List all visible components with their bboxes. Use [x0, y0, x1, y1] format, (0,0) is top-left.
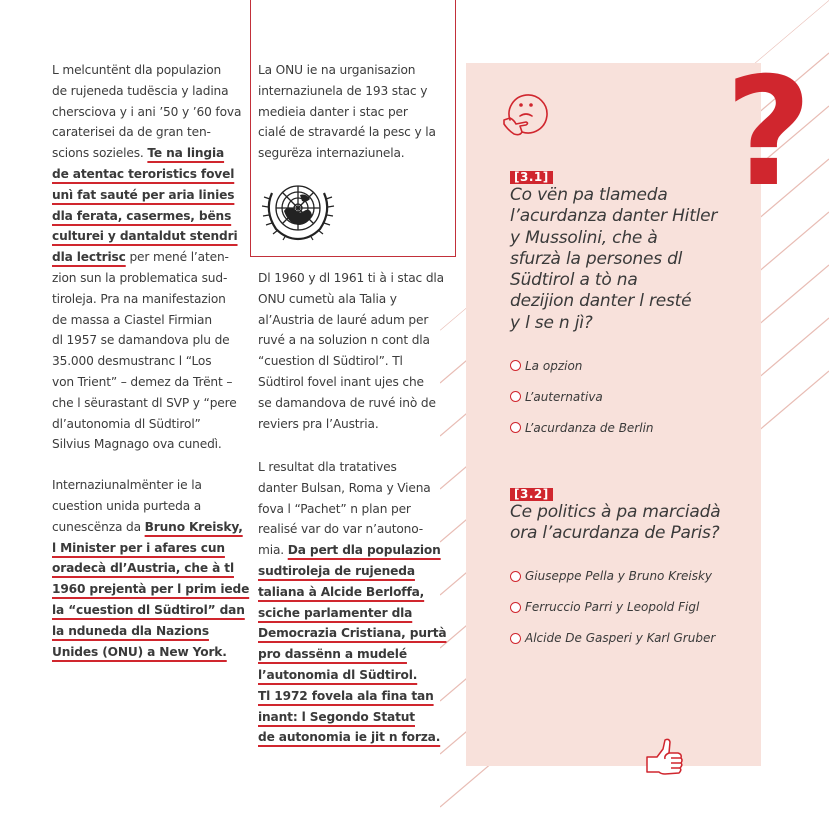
- question-text: [510, 185, 750, 334]
- answer-options: [510, 350, 750, 443]
- text-line: chersciova y i ani ’50 y ’60 fova: [52, 104, 242, 119]
- text-line: [52, 579, 252, 600]
- text-line: dl’autonomia dl Südtirol”: [52, 416, 201, 431]
- option-label: L’auternativa: [525, 389, 603, 404]
- text-line: [52, 226, 252, 247]
- text-line: [258, 665, 458, 686]
- text-line: ruvé a na soluzion n cont dla: [258, 333, 430, 348]
- answer-option[interactable]: [510, 623, 750, 654]
- left-column: [52, 60, 252, 662]
- text-line: dl 1957 se damandova plu de: [52, 333, 230, 348]
- option-label: Ferruccio Parri y Leopold Figl: [525, 600, 700, 615]
- question-text: [510, 502, 750, 545]
- text-line: se damandova de ruvé inò de: [258, 395, 436, 410]
- text-line: Silvius Magnago ova cunedì.: [52, 437, 222, 452]
- radio-button[interactable]: [510, 422, 521, 433]
- highlighted-text: de atentac teroristics fovel: [52, 166, 235, 181]
- highlighted-text: culturei y dantaldut stendri: [52, 229, 238, 244]
- text-line: Dl 1960 y dl 1961 ti à i stac dla: [258, 271, 444, 285]
- text-line: [52, 143, 252, 164]
- text-line: [52, 185, 252, 206]
- answer-option[interactable]: [510, 381, 750, 412]
- text-line: [52, 517, 252, 538]
- text-line: [52, 621, 252, 642]
- text-line: reviers pra l’Austria.: [258, 416, 379, 431]
- highlighted-text: Democrazia Cristiana, purtà: [258, 626, 447, 641]
- question-line: ora l’acurdanza de Paris?: [510, 523, 720, 544]
- text-span: mia.: [258, 543, 288, 558]
- text-line: cuestion unida purteda a: [52, 498, 202, 513]
- text-line: [258, 540, 458, 561]
- radio-button[interactable]: [510, 633, 521, 644]
- text-line: von Trient” – demez da Trënt –: [52, 374, 233, 389]
- paragraph-kreisky: [52, 475, 252, 662]
- radio-button[interactable]: [510, 391, 521, 402]
- text-line: “cuestion dl Südtirol”. Tl: [258, 354, 403, 369]
- answer-option[interactable]: [510, 412, 750, 443]
- text-line: danter Bulsan, Roma y Viena: [258, 480, 431, 495]
- text-span: scions sozieles.: [52, 146, 148, 161]
- question-line: y Mussolini, che à: [510, 227, 658, 248]
- radio-button[interactable]: [510, 571, 521, 582]
- text-line: [52, 642, 252, 663]
- paragraph-tensions: [52, 60, 252, 455]
- text-line: che l sëurastant dl SVP y “pere: [52, 395, 237, 410]
- text-line: medieia danter i stac per: [258, 104, 408, 119]
- highlighted-text: inant: l Segondo Statut: [258, 709, 415, 724]
- question-line: dezijion danter l resté: [510, 291, 692, 312]
- answer-option[interactable]: [510, 592, 750, 623]
- text-line: tiroleja. Pra na manifestazion: [52, 291, 226, 306]
- text-line: [52, 558, 252, 579]
- text-line: [52, 600, 252, 621]
- highlighted-text: de autonomia ie jit n forza.: [258, 730, 441, 745]
- question-number-tag: [3.2]: [510, 488, 553, 501]
- text-line: [258, 603, 458, 624]
- question-line: sfurzà la persones dl: [510, 248, 683, 269]
- text-line: [52, 538, 252, 559]
- radio-button[interactable]: [510, 602, 521, 613]
- text-line: segurëza internaziunela.: [258, 146, 405, 161]
- option-label: La opzion: [525, 358, 583, 373]
- thinking-face-icon: [500, 90, 550, 140]
- text-line: [52, 206, 252, 227]
- middle-paragraph-1: [258, 268, 458, 434]
- text-line: realisé var do var n’autono-: [258, 522, 424, 537]
- question-line: Co vën pa tlameda: [510, 185, 668, 205]
- question-number-tag: [3.1]: [510, 171, 553, 184]
- text-line: Internaziunalmënter ie la: [52, 478, 202, 493]
- highlighted-text: Bruno Kreisky,: [144, 519, 243, 534]
- answer-options: [510, 561, 750, 654]
- highlighted-text: dla lectrisc: [52, 250, 126, 265]
- text-line: L resultat dla tratatives: [258, 460, 397, 474]
- highlighted-text: Te na lingia: [147, 146, 225, 161]
- stripe-line: [789, 795, 829, 829]
- highlighted-text: taliana à Alcide Berloffa,: [258, 584, 425, 599]
- radio-button[interactable]: [510, 360, 521, 371]
- highlighted-text: sciche parlamenter dla: [258, 605, 413, 620]
- highlighted-text: 1960 prejentà per l prim iede: [52, 582, 250, 597]
- text-line: ONU cumetù ala Talia y: [258, 291, 397, 306]
- highlighted-text: l Minister per i afares cun: [52, 540, 225, 555]
- text-line: [258, 727, 458, 748]
- question-line: l’acurdanza danter Hitler: [510, 206, 718, 227]
- question-line: y l se n jì?: [510, 312, 593, 333]
- text-line: [258, 623, 458, 644]
- thumbs-up-icon: [645, 737, 687, 779]
- question-line: Ce politics à pa marciadà: [510, 502, 721, 522]
- highlighted-text: sudtiroleja de rujeneda: [258, 563, 415, 578]
- highlighted-text: pro dassënn a mudelé: [258, 647, 407, 662]
- text-line: de rujeneda tudëscia y ladina: [52, 83, 229, 98]
- text-span: per mené l’aten-: [125, 250, 229, 265]
- text-line: [258, 686, 458, 707]
- question-mark-icon: ?: [725, 46, 813, 220]
- text-line: [258, 644, 458, 665]
- text-span: cunescënza da: [52, 519, 145, 534]
- question-line: Südtirol a tò na: [510, 270, 638, 291]
- text-line: La ONU ie na urganisazion: [258, 63, 416, 77]
- question-3-1: [510, 166, 750, 443]
- text-line: caraterisei da de gran ten-: [52, 125, 211, 140]
- option-label: Giuseppe Pella y Bruno Kreisky: [525, 569, 713, 584]
- text-line: [52, 247, 252, 268]
- option-label: L’acurdanza de Berlin: [525, 420, 654, 435]
- un-info-text: [258, 60, 454, 164]
- highlighted-text: l’autonomia dl Südtirol.: [258, 667, 418, 682]
- answer-option[interactable]: [510, 561, 750, 592]
- text-line: cialé de stravardé la pesc y la: [258, 125, 436, 140]
- united-nations-emblem-icon: [258, 175, 338, 245]
- text-line: [258, 582, 458, 603]
- text-line: internaziunela de 193 stac y: [258, 83, 428, 98]
- answer-option[interactable]: [510, 350, 750, 381]
- highlighted-text: oradecà dl’Austria, che à tl: [52, 561, 234, 576]
- text-line: [52, 164, 252, 185]
- text-line: [258, 561, 458, 582]
- text-line: fova l “Pachet” n plan per: [258, 501, 411, 516]
- middle-paragraph-2: [258, 457, 458, 748]
- text-line: Südtirol fovel inant ujes che: [258, 374, 424, 389]
- text-line: de massa a Ciastel Firmian: [52, 312, 212, 327]
- text-line: zion sun la problematica sud-: [52, 270, 228, 285]
- text-line: L melcuntënt dla populazion: [52, 63, 222, 77]
- highlighted-text: unì fat sauté per aria linies: [52, 187, 235, 202]
- highlighted-text: Da pert dla populazion: [287, 543, 441, 558]
- option-label: Alcide De Gasperi y Karl Gruber: [525, 631, 716, 646]
- text-line: 35.000 desmustranc l “Los: [52, 354, 212, 369]
- highlighted-text: Tl 1972 fovela ala fina tan: [258, 688, 434, 703]
- highlighted-text: Unides (ONU) a New York.: [52, 644, 227, 659]
- highlighted-text: la nduneda dla Nazions: [52, 623, 209, 638]
- text-line: al’Austria de lauré adum per: [258, 312, 429, 327]
- question-3-2: [510, 483, 750, 654]
- highlighted-text: la “cuestion dl Südtirol” dan: [52, 602, 245, 617]
- text-line: [258, 707, 458, 728]
- highlighted-text: dla ferata, casermes, bëns: [52, 208, 232, 223]
